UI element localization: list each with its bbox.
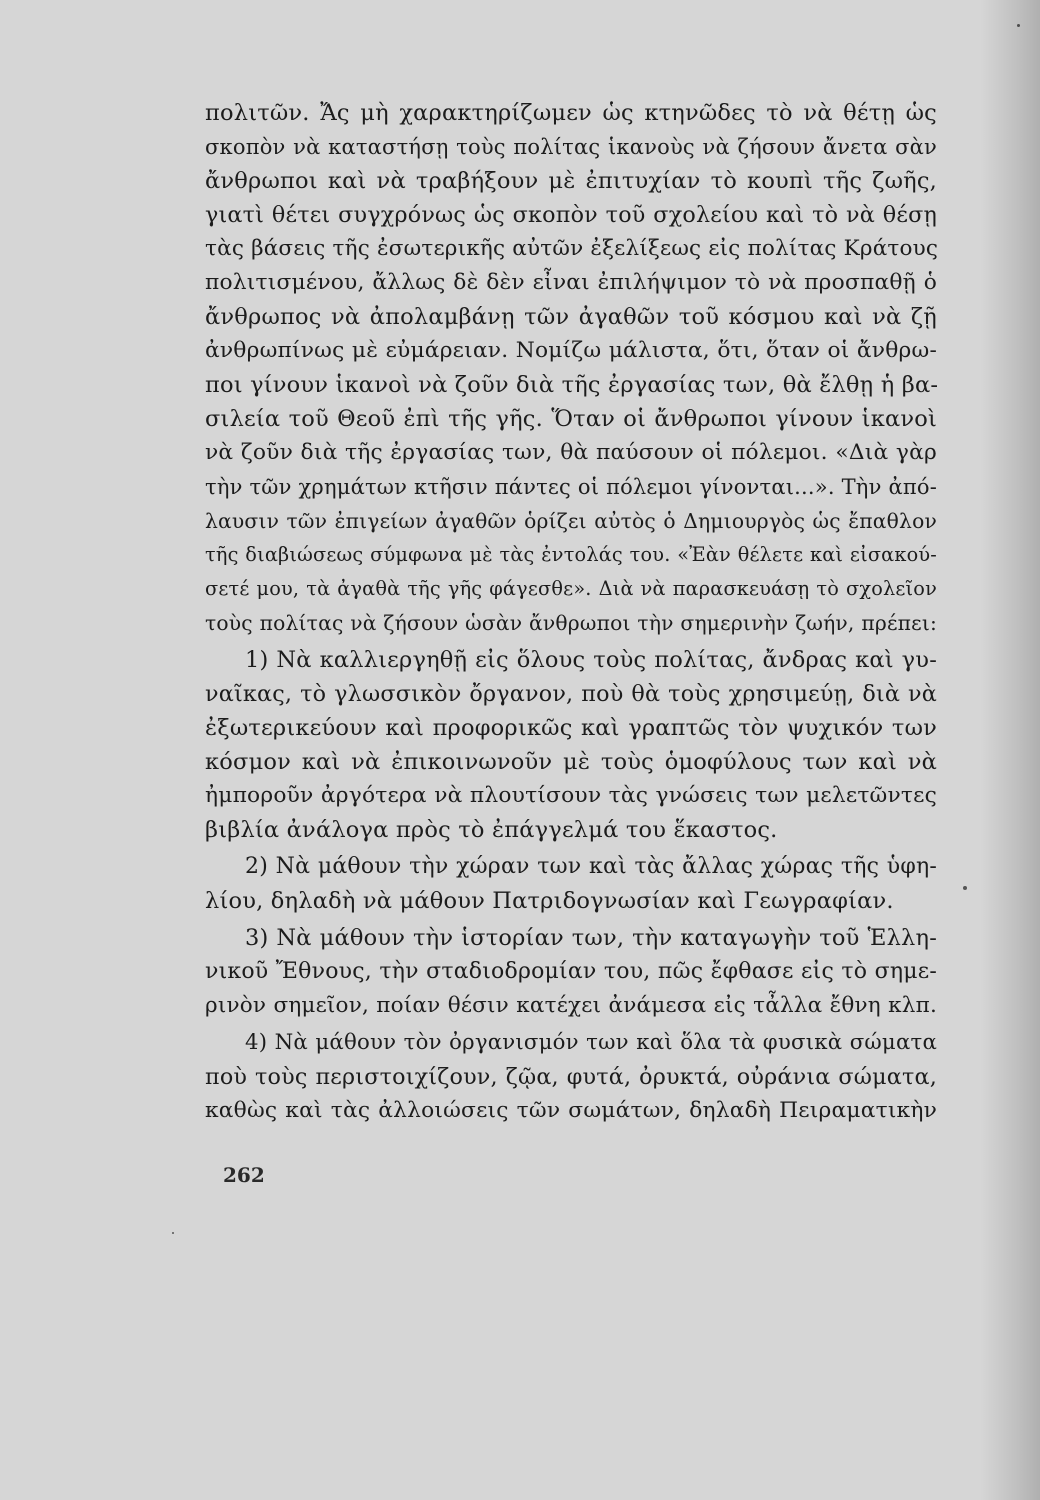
text-line: βιβλία ἀνάλογα πρὸς τὸ ἐπάγγελμά του ἕκαστος. — [205, 817, 778, 843]
text-line: ἄνθρωπος νὰ ἀπολαμβάνῃ τῶν ἀγαθῶν τοῦ κόσμου καὶ νὰ ζῇ — [205, 304, 937, 330]
text-line: γιατὶ θέτει συγχρόνως ὡς σκοπὸν τοῦ σχολείου καὶ τὸ νὰ θέσῃ — [205, 202, 937, 228]
text-line: λίου, δηλαδὴ νὰ μάθουν Πατριδογνωσίαν καὶ Γεωγραφίαν. — [205, 888, 894, 914]
text-line: τὰς βάσεις τῆς ἐσωτερικῆς αὐτῶν ἐξελίξεως εἰς πολίτας Κράτους — [205, 236, 939, 261]
paper-speck — [1017, 24, 1020, 27]
text-line: ἀνθρωπίνως μὲ εὐμάρειαν. Νομίζω μάλιστα, ὅτι, ὅταν οἱ ἄνθρω- — [205, 338, 937, 363]
text-line: ἠμποροῦν ἀργότερα νὰ πλουτίσουν τὰς γνώσεις των μελετῶντες — [205, 783, 937, 808]
text-line: σιλεία τοῦ Θεοῦ ἐπὶ τῆς γῆς. Ὅταν οἱ ἄνθρωποι γίνουν ἱκανοὶ — [205, 406, 937, 432]
list-item-2 — [205, 850, 937, 918]
text-line: ἄνθρωποι καὶ νὰ τραβήξουν μὲ ἐπιτυχίαν τὸ κουπὶ τῆς ζωῆς, — [205, 168, 937, 194]
text-line: 4) Νὰ μάθουν τὸν ὀργανισμόν των καὶ ὅλα τὰ φυσικὰ σώματα — [245, 1030, 937, 1055]
text-line: νὰ ζοῦν διὰ τῆς ἐργασίας των, θὰ παύσουν οἱ πόλεμοι. «Διὰ γὰρ — [205, 440, 937, 465]
paper-speck — [963, 886, 967, 890]
page-number: 262 — [223, 1163, 265, 1187]
list-item-3 — [205, 921, 937, 1023]
list-item-4 — [205, 1026, 937, 1128]
text-line: 1) Νὰ καλλιεργηθῇ εἰς ὅλους τοὺς πολίτας, ἄνδρας καὶ γυ- — [245, 647, 937, 673]
text-line: σετέ μου, τὰ ἀγαθὰ τῆς γῆς φάγεσθε». Διὰ νὰ παρασκευάσῃ τὸ σχολεῖον — [205, 577, 937, 600]
paper-speck — [172, 1232, 174, 1234]
text-line: τὴν τῶν χρημάτων κτῆσιν πάντες οἱ πόλεμοι γίνονται...». Τὴν ἀπό- — [205, 475, 937, 499]
text-line: 3) Νὰ μάθουν τὴν ἱστορίαν των, τὴν καταγωγὴν τοῦ Ἑλλη- — [245, 925, 937, 951]
text-line: νικοῦ Ἔθνους, τὴν σταδιοδρομίαν του, πῶς ἔφθασε εἰς τὸ σημε- — [205, 959, 937, 984]
text-line: λαυσιν τῶν ἐπιγείων ἀγαθῶν ὁρίζει αὐτὸς ὁ Δημιουργὸς ὡς ἔπαθλον — [205, 509, 937, 533]
body-text — [205, 96, 937, 1128]
text-line: τῆς διαβιώσεως σύμφωνα μὲ τὰς ἐντολάς του. «Ἐὰν θέλετε καὶ εἰσακού- — [205, 543, 937, 566]
text-line: ἐξωτερικεύουν καὶ προφορικῶς καὶ γραπτῶς τὸν ψυχικόν των — [205, 715, 937, 741]
text-line: τοὺς πολίτας νὰ ζήσουν ὡσὰν ἄνθρωποι τὴν σημερινὴν ζωήν, πρέπει: — [205, 611, 937, 635]
text-line: καθὼς καὶ τὰς ἀλλοιώσεις τῶν σωμάτων, δηλαδὴ Πειραματικὴν — [205, 1098, 937, 1123]
text-line: κόσμον καὶ νὰ ἐπικοινωνοῦν μὲ τοὺς ὁμοφύλους των καὶ νὰ — [205, 749, 937, 775]
text-line: ναῖκας, τὸ γλωσσικὸν ὄργανον, ποὺ θὰ τοὺς χρησιμεύῃ, διὰ νὰ — [205, 681, 937, 707]
text-line: ποι γίνουν ἱκανοὶ νὰ ζοῦν διὰ τῆς ἐργασίας των, θὰ ἔλθῃ ἡ βα- — [205, 372, 939, 398]
intro-paragraph — [205, 96, 937, 640]
text-line: ρινὸν σημεῖον, ποίαν θέσιν κατέχει ἀνάμεσα εἰς τἆλλα ἔθνη κλπ. — [205, 993, 937, 1018]
text-line: πολιτισμένου, ἄλλως δὲ δὲν εἶναι ἐπιλήψιμον τὸ νὰ προσπαθῇ ὁ — [205, 270, 937, 295]
list-item-1 — [205, 643, 937, 847]
text-line: ποὺ τοὺς περιστοιχίζουν, ζῷα, φυτά, ὀρυκτά, οὐράνια σώματα, — [205, 1064, 937, 1090]
text-line: πολιτῶν. Ἄς μὴ χαρακτηρίζωμεν ὡς κτηνῶδες τὸ νὰ θέτῃ ὡς — [205, 100, 937, 126]
text-line: σκοπὸν νὰ καταστήσῃ τοὺς πολίτας ἱκανοὺς νὰ ζήσουν ἄνετα σὰν — [205, 135, 937, 159]
text-line: 2) Νὰ μάθουν τὴν χώραν των καὶ τὰς ἄλλας χώρας τῆς ὑφη- — [245, 854, 937, 879]
